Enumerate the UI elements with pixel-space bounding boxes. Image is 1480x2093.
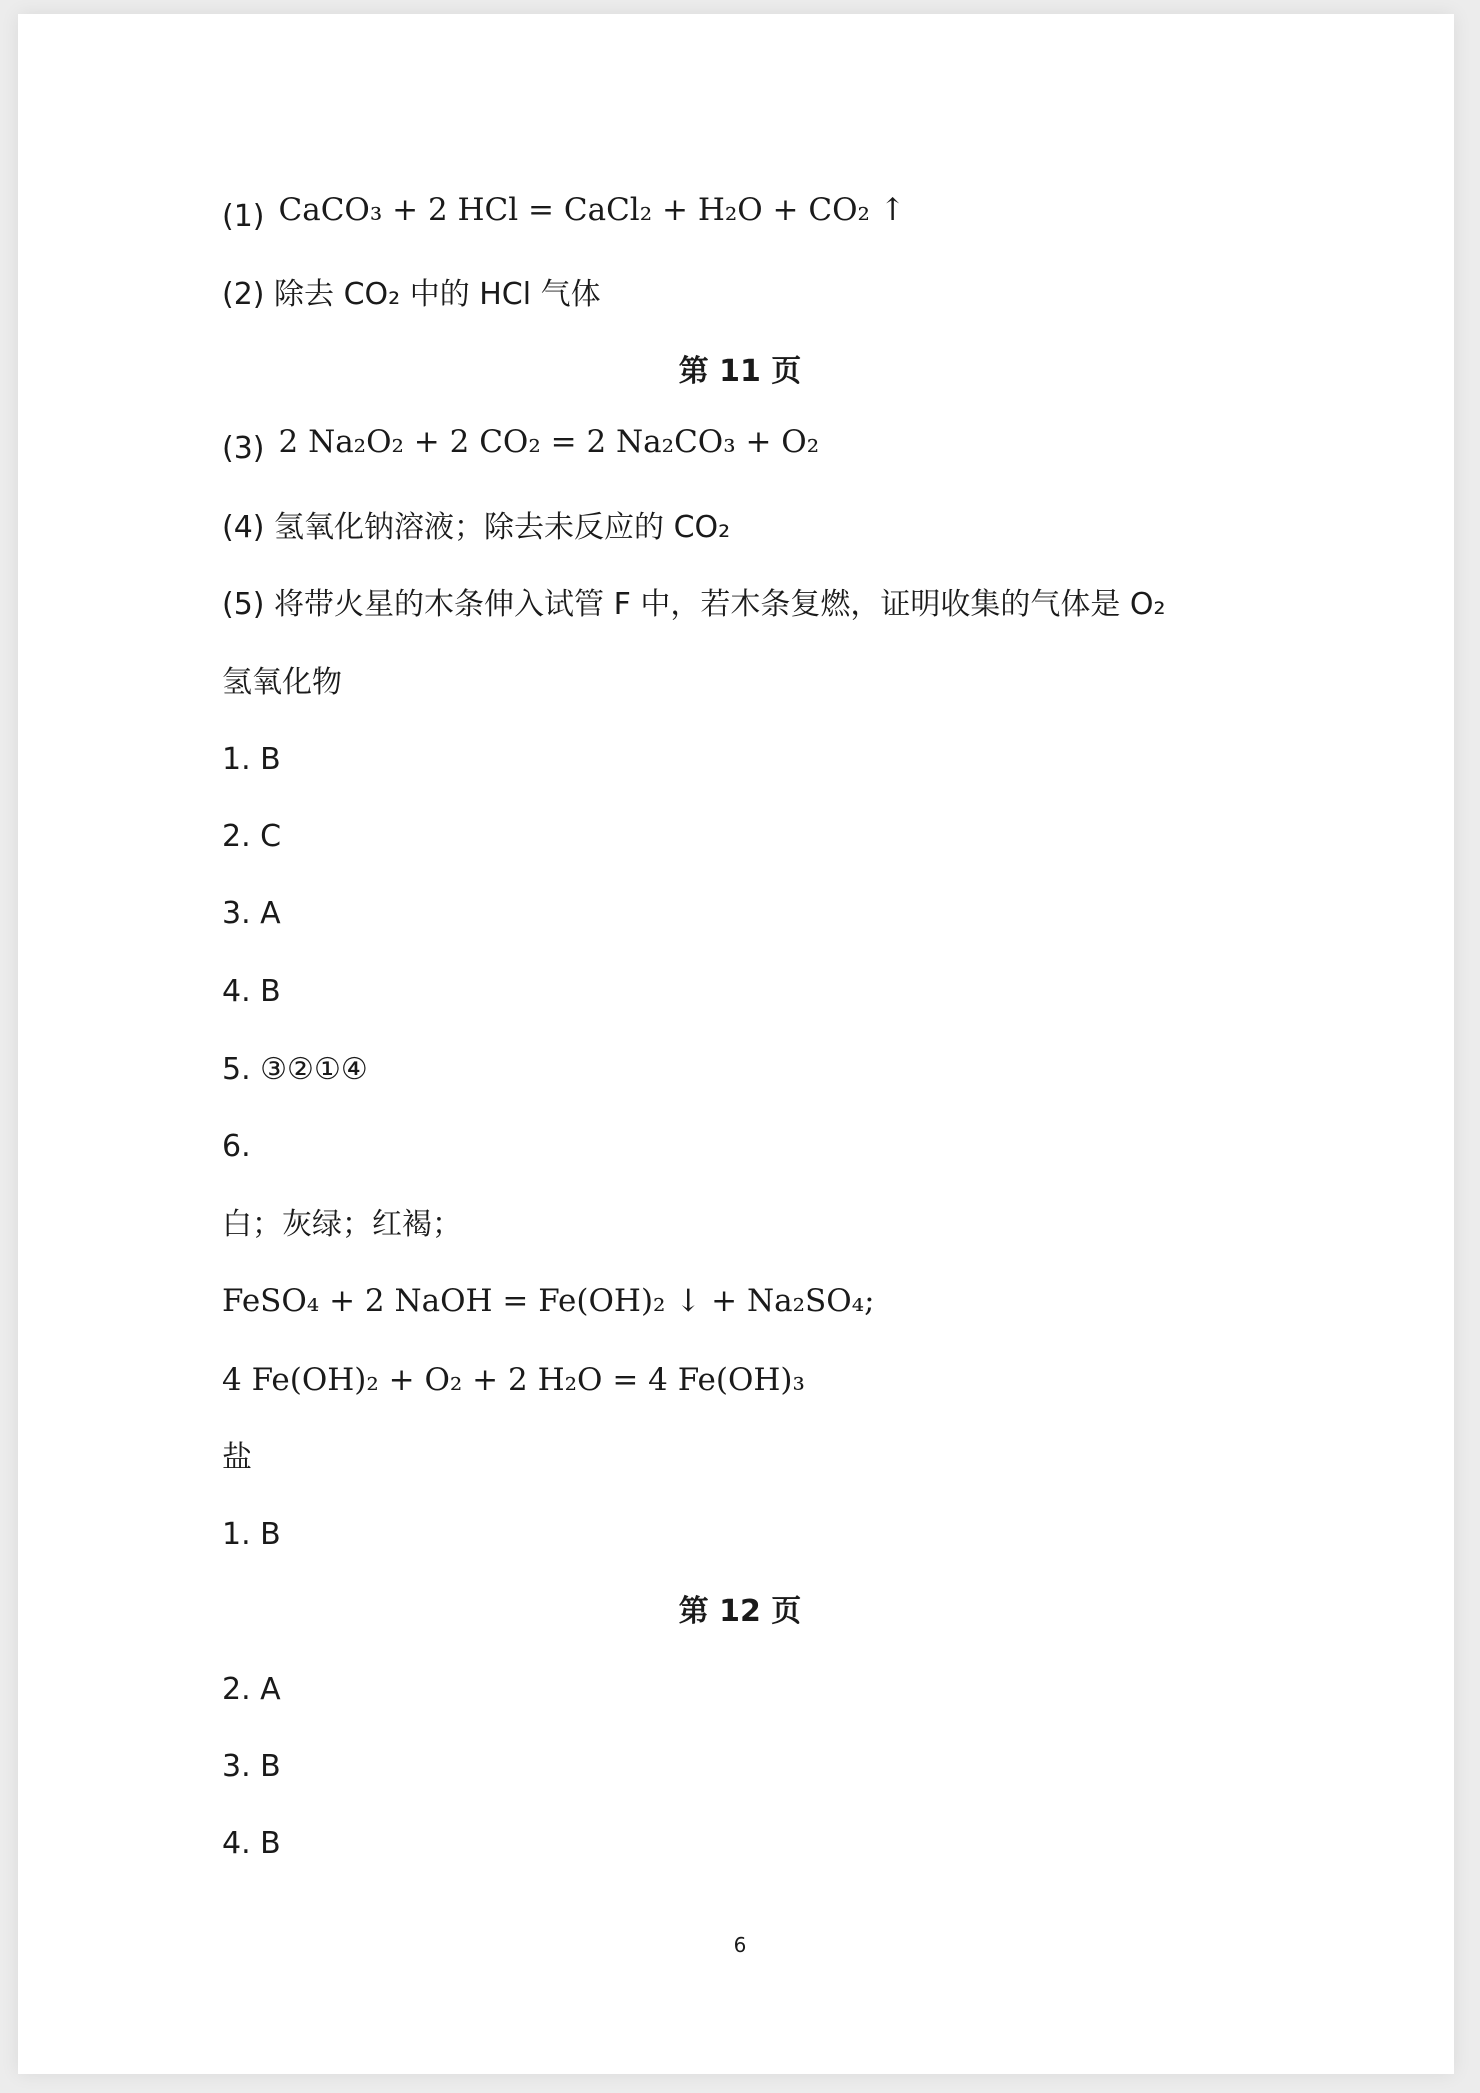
chemical-equation: CaCO₃ + 2 HCl = CaCl₂ + H₂O + CO₂ ↑	[278, 192, 906, 228]
answer-4: (4) 氢氧化钠溶液；除去未反应的 CO₂	[222, 510, 731, 545]
choice-answer: 1. B	[222, 742, 281, 777]
chemical-equation: 2 Na₂O₂ + 2 CO₂ = 2 Na₂CO₃ + O₂	[278, 424, 820, 460]
choice-answer: 2. A	[222, 1672, 281, 1707]
choice-answer: 5. ③②①④	[222, 1052, 368, 1087]
page-number: 6	[733, 1933, 747, 1957]
choice-answer: 2. C	[222, 819, 282, 854]
answer-label: (1)	[222, 199, 265, 234]
choice-answer: 3. A	[222, 896, 281, 931]
question-6-number: 6.	[222, 1129, 251, 1164]
choice-answer: 4. B	[222, 974, 281, 1009]
question-6-colors: 白；灰绿；红褐；	[222, 1207, 462, 1242]
section-title-hydroxide: 氢氧化物	[222, 665, 342, 700]
page-heading-12: 第 12 页	[678, 1594, 802, 1629]
choice-answer: 1. B	[222, 1517, 281, 1552]
answer-label: (3)	[222, 431, 265, 466]
answer-1-equation	[222, 190, 906, 237]
equation-fe-so4: FeSO₄ + 2 NaOH = Fe(OH)₂ ↓ + Na₂SO₄;	[222, 1283, 875, 1319]
equation-fe-oh: 4 Fe(OH)₂ + O₂ + 2 H₂O = 4 Fe(OH)₃	[222, 1362, 805, 1398]
answer-3-equation	[222, 422, 819, 469]
section-title-salt: 盐	[222, 1440, 252, 1475]
choice-answer: 3. B	[222, 1749, 281, 1784]
choice-answer: 4. B	[222, 1826, 281, 1861]
page-heading-11: 第 11 页	[678, 354, 802, 389]
answer-2: (2) 除去 CO₂ 中的 HCl 气体	[222, 277, 601, 312]
answer-5: (5) 将带火星的木条伸入试管 F 中，若木条复燃，证明收集的气体是 O₂	[222, 587, 1166, 622]
